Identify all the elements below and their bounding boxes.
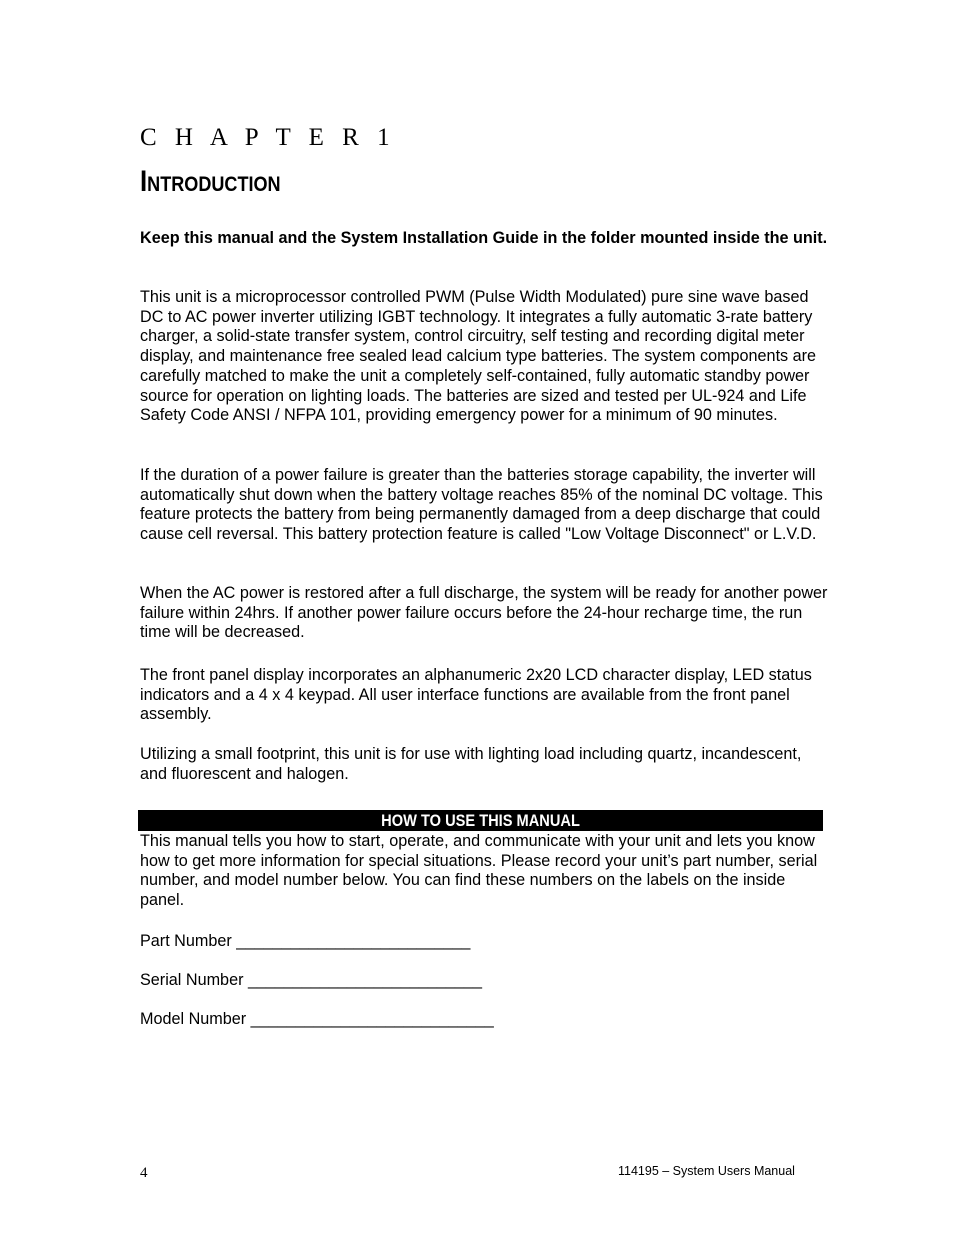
model-number-field: Model Number ___________________________ [140,1010,494,1028]
chapter-title: Introduction [140,165,281,198]
paragraph-overview: This unit is a microprocessor controlled PWM (Pulse Width Modulated) pure sine wave based DC to AC power inverter utilizing IGBT technology. It integrates a fully automatic 3-rate battery charger, a solid-state transfer system, control circuitry, self testing and recording digital meter display, and maintenance free sealed lead calcium type batteries. The system components are carefully matched to make the unit a completely self-contained, fully automatic standby power source for operation on lighting loads. The batteries are sized and tested per UL-924 and Life Safety Code ANSI / NFPA 101, providing emergency power for a minimum of 90 minutes. [140,288,817,425]
how-to-use-text: This manual tells you how to start, operate, and communicate with your unit and lets you know how to get more information for special situations. Please record your unit’s part number, serial number, and model number below. You can find these numbers on the labels on the inside panel. [140,832,818,910]
paragraph-front-panel: The front panel display incorporates an alphanumeric 2x20 LCD character display, LED status indicators and a 4 x 4 keypad. All user interface functions are available from the front panel assembly. [140,666,812,724]
paragraph-footprint: Utilizing a small footprint, this unit is for use with lighting load including quartz, incandescent, and fluorescent and halogen. [140,745,802,783]
keep-manual-note: Keep this manual and the System Installation Guide in the folder mounted inside the unit. [140,229,828,247]
part-number-field: Part Number __________________________ [140,932,471,950]
page-number: 4 [140,1165,148,1181]
footer-manual-title: 114195 – System Users Manual [618,1164,795,1178]
paragraph-ac-restore: When the AC power is restored after a full discharge, the system will be ready for another power failure within 24hrs. If another power failure occurs before the 24-hour recharge time, the run time will be decreased. [140,584,828,642]
serial-number-field: Serial Number __________________________ [140,971,483,989]
chapter-label: C H A P T E R 1 [140,124,396,151]
section-heading-bar [138,810,823,831]
section-heading: HOW TO USE THIS MANUAL [381,811,580,830]
paragraph-power-failure: If the duration of a power failure is greater than the batteries storage capability, the inverter will automatically shut down when the battery voltage reaches 85% of the nominal DC voltage. This feature protects the battery from being permanently damaged from a deep discharge that could cause cell reversal. This battery protection feature is called "Low Voltage Disconnect" or L.V.D. [140,466,823,544]
